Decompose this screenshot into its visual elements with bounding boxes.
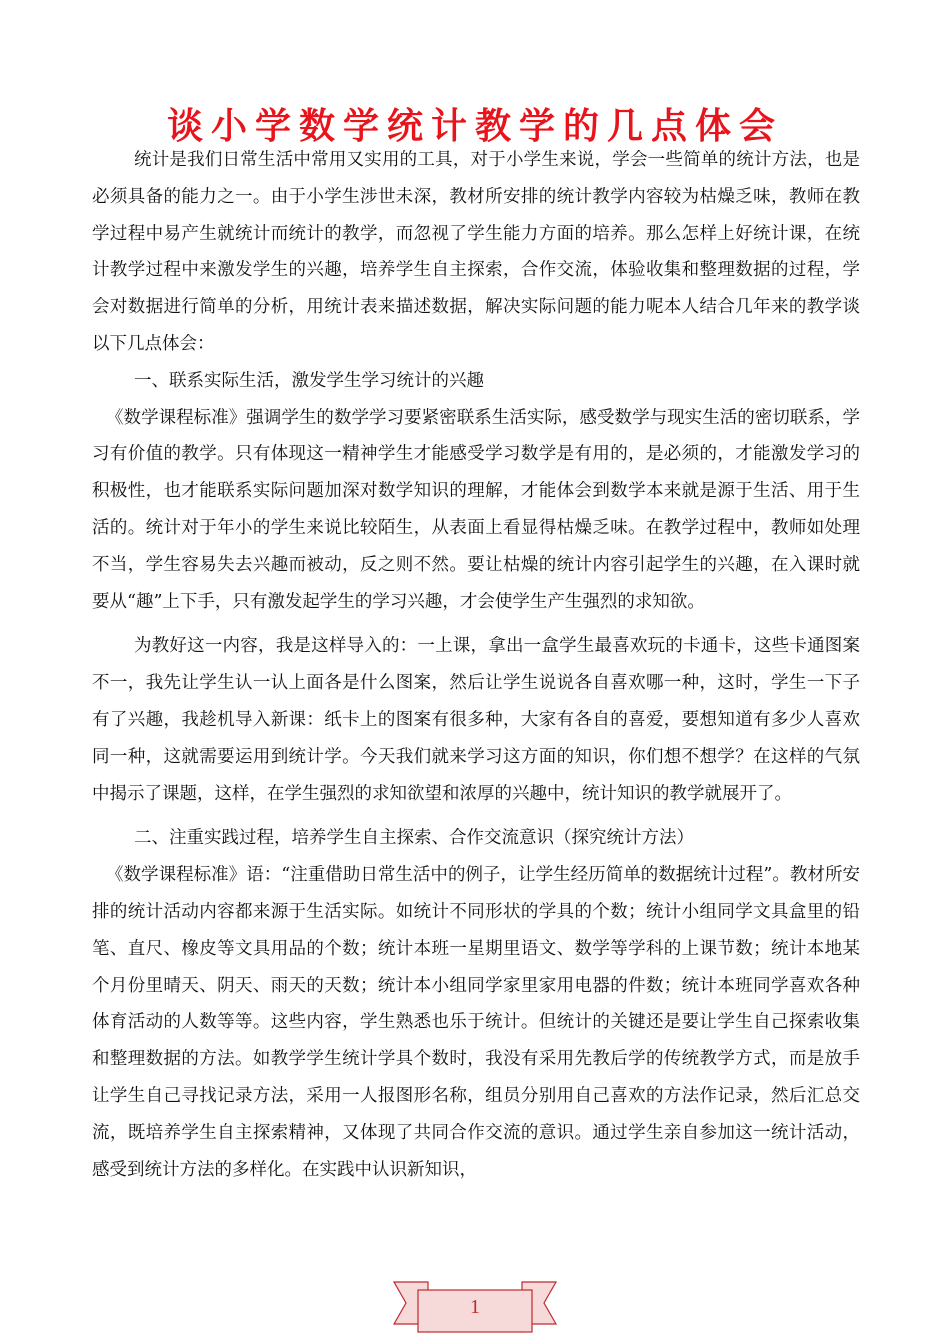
paragraph-section-2-a: 《数学课程标准》语：“注重借助日常生活中的例子，让学生经历简单的数据统计过程”。教材所安排的统计活动内容都来源于生活实际。如统计不同形状的学具的个数；统计小组同学文具盒里的铅笔、直尺、橡皮等文具用品的个数；统计本班一星期里语文、数学等学科的上课节数；统计本地某个月份里晴天、阴天、雨天的天数；统计本小组同学家里家用电器的件数；统计本班同学喜欢各种体育活动的人数等等。这些内容，学生熟悉也乐于统计。但统计的关键还是要让学生自己探索收集和整理数据的方法。如教学学生统计学具个数时，我没有采用先教后学的传统教学方式，而是放手让学生自己寻找记录方法，采用一人报图形名称，组员分别用自己喜欢的方法作记录，然后汇总交流，既培养学生自主探索精神，又体现了共同合作交流的意识。通过学生亲自参加这一统计活动，感受到统计方法的多样化。在实践中认识新知识， [92,865,860,1180]
paragraph-section-1-b: 为教好这一内容，我是这样导入的：一上课，拿出一盒学生最喜欢玩的卡通卡，这些卡通图案不一，我先让学生认一认上面各是什么图案，然后让学生说说各自喜欢哪一种，这时，学生一下子有了兴趣，我趁机导入新课：纸卡上的图案有很多种，大家有各自的喜爱，要想知道有多少人喜欢同一种，这就需要运用到统计学。今天我们就来学习这方面的知识，你们想不想学？在这样的气氛中揭示了课题，这样，在学生强烈的求知欲望和浓厚的兴趣中，统计知识的教学就展开了。 [92,636,860,804]
section-heading-2: 二、注重实践过程，培养学生自主探索、合作交流意识（探究统计方法） [134,828,694,849]
page-footer [388,1274,562,1340]
page-title: 谈小学数学统计教学的几点体会 [166,106,783,147]
paragraph-section-1-a: 《数学课程标准》强调学生的数学学习要紧密联系生活实际，感受数学与现实生活的密切联系，学习有价值的教学。只有体现这一精神学生才能感受学习数学是有用的，是必须的，才能激发学习的积极性，也才能联系实际问题加深对数学知识的理解，才能体会到数学本来就是源于生活、用于生活的。统计对于年小的学生来说比较陌生，从表面上看显得枯燥乏味。在教学过程中，教师如处理不当，学生容易失去兴趣而被动，反之则不然。要让枯燥的统计内容引起学生的兴趣，在入课时就要从“趣”上下手，只有激发起学生的学习兴趣，才会使学生产生强烈的求知欲。 [92,407,860,612]
page-number: 1 [470,1296,480,1318]
section-heading-1: 一、联系实际生活，激发学生学习统计的兴趣 [134,370,484,391]
paragraph-intro: 统计是我们日常生活中常用又实用的工具，对于小学生来说，学会一些简单的统计方法，也是必须具备的能力之一。由于小学生涉世未深，教材所安排的统计教学内容较为枯燥乏味，教师在教学过程中易产生就统计而统计的教学，而忽视了学生能力方面的培养。那么怎样上好统计课，在统计教学过程中来激发学生的兴趣，培养学生自主探索，合作交流，体验收集和整理数据的过程，学会对数据进行简单的分析，用统计表来描述数据，解决实际问题的能力呢本人结合几年来的教学谈以下几点体会： [92,150,860,354]
document-body [92,142,860,1188]
